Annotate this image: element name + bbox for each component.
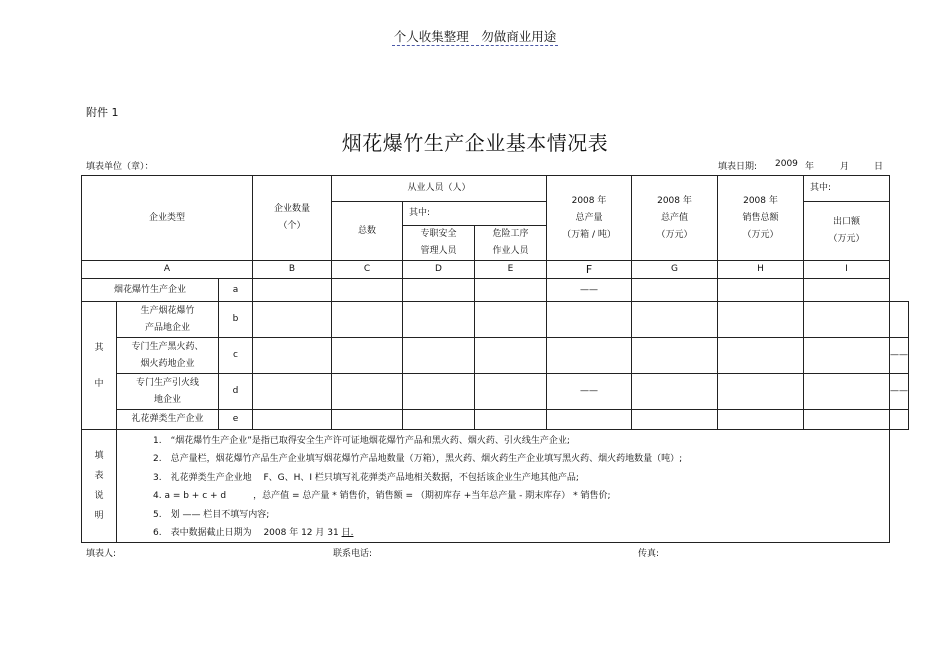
note-6 — [153, 524, 889, 542]
note-4: 4. a = b + c + d ，总产值 = 总产量 * 销售价，销售额 = （期初库存 +当年总产量 - 期末库存） * 销售价; — [153, 491, 611, 502]
cell — [403, 279, 475, 302]
note-5: 5. 划 —— 栏目不填写内容; — [153, 509, 270, 520]
header-output-line2: 总产量 — [575, 212, 603, 223]
row-d-i-dash: —— — [890, 374, 909, 410]
code-b: B — [253, 261, 332, 279]
cell — [403, 338, 475, 374]
code-e: E — [475, 261, 547, 279]
cell — [718, 338, 804, 374]
header-value-line3: （万元） — [656, 229, 693, 240]
cell — [475, 279, 547, 302]
row-e-label: 礼花弹类生产企业 — [117, 410, 219, 430]
header-sales — [718, 176, 804, 261]
cell — [804, 410, 890, 430]
cell — [718, 410, 804, 430]
code-a: A — [82, 261, 253, 279]
header-export-line1: 出口额 — [832, 217, 860, 227]
table-row — [82, 374, 909, 410]
group-label-line2: 中 — [94, 378, 104, 389]
cell — [253, 374, 332, 410]
footer-phone: 联系电话: — [333, 549, 373, 559]
header-count-line1: 企业数量 — [273, 204, 310, 214]
date-year-unit: 年 — [805, 162, 815, 172]
table-row — [82, 302, 909, 338]
header-sales-line2: 销售总额 — [742, 212, 779, 223]
notes-label-3: 说 — [94, 491, 104, 502]
note-1: 1. “烟花爆竹生产企业”是指已取得安全生产许可证地烟花爆竹产品和黑火药、烟火药、引火线生产企业; — [153, 436, 570, 446]
cell — [632, 410, 718, 430]
notes-label-2: 表 — [94, 471, 104, 482]
cell — [403, 410, 475, 430]
notes-label-1: 填 — [94, 451, 104, 462]
header-safety — [403, 226, 475, 261]
header-sales-line1: 2008 年 — [743, 195, 778, 206]
page-header — [0, 27, 950, 45]
code-g: G — [632, 261, 718, 279]
footer-fax: 传真: — [638, 549, 660, 559]
cell — [804, 338, 890, 374]
row-c-code: c — [219, 338, 253, 374]
date-month-unit: 月 — [840, 162, 850, 172]
cell — [253, 302, 332, 338]
cell — [890, 410, 909, 430]
header-safety-line2: 管理人员 — [420, 246, 457, 256]
row-d-label-line2: 地企业 — [153, 394, 181, 405]
cell — [332, 302, 403, 338]
header-count-line2: （个） — [278, 221, 306, 231]
note-6-suffix: 日. — [341, 527, 354, 538]
notes-row — [82, 430, 909, 543]
cell — [547, 410, 632, 430]
cell — [253, 279, 332, 302]
row-c-label-line1: 专门生产黑火药、 — [131, 341, 204, 352]
row-a-label: 烟花爆竹生产企业 — [82, 279, 219, 302]
cell — [804, 374, 890, 410]
row-c-label — [117, 338, 219, 374]
notes-content — [117, 430, 890, 543]
row-b-label-line1: 生产烟花爆竹 — [140, 305, 195, 316]
header-hazard-line1: 危险工序 — [492, 229, 529, 239]
header-total: 总数 — [332, 202, 403, 261]
cell — [890, 302, 909, 338]
cell — [475, 410, 547, 430]
cell — [253, 410, 332, 430]
table-row — [82, 279, 909, 302]
header-output — [547, 176, 632, 261]
group-label-line1: 其 — [94, 342, 104, 353]
code-d: D — [403, 261, 475, 279]
cell — [332, 338, 403, 374]
cell — [475, 338, 547, 374]
footer-filler: 填表人: — [86, 549, 117, 559]
cell — [403, 302, 475, 338]
header-value — [632, 176, 718, 261]
header-output-line1: 2008 年 — [571, 195, 607, 206]
code-c: C — [332, 261, 403, 279]
cell — [804, 279, 890, 302]
form-title: 烟花爆竹生产企业基本情况表 — [341, 131, 609, 155]
page-header-text: 个人收集整理 勿做商业用途 — [393, 29, 557, 44]
header-export — [804, 202, 890, 261]
header-safety-line1: 专职安全 — [420, 229, 457, 239]
table-row — [82, 410, 909, 430]
row-a-f-dash: —— — [547, 279, 632, 302]
notes-label-4: 明 — [94, 511, 104, 522]
header-of-which: 其中: — [403, 202, 547, 226]
row-c-i-dash: —— — [890, 338, 909, 374]
date-day-unit: 日 — [874, 162, 884, 172]
header-staff: 从业人员（人） — [332, 176, 547, 202]
header-value-line1: 2008 年 — [657, 195, 692, 206]
row-b-label — [117, 302, 219, 338]
row-d-code: d — [219, 374, 253, 410]
row-c-label-line2: 烟火药地企业 — [140, 358, 195, 369]
cell — [332, 279, 403, 302]
cell — [332, 374, 403, 410]
cell — [632, 338, 718, 374]
header-output-line3: （万箱 / 吨） — [562, 229, 616, 240]
note-3: 3. 礼花弹类生产企业地 F、G、H、I 栏只填写礼花弹类产品地相关数据，不包括该企业生产地其他产品; — [153, 472, 579, 483]
code-f: F — [547, 261, 632, 279]
header-export-of-which: 其中: — [804, 176, 890, 202]
cell — [475, 302, 547, 338]
row-e-code: e — [219, 410, 253, 430]
date-year: 2009 — [775, 159, 798, 169]
header-enterprise-count — [253, 176, 332, 261]
cell — [403, 374, 475, 410]
date-label: 填表日期: — [718, 162, 758, 172]
unit-label: 填表单位（章）： — [86, 162, 154, 172]
row-d-label-line1: 专门生产引火线 — [135, 377, 199, 388]
attachment-label: 附件 1 — [86, 106, 119, 119]
cell — [547, 338, 632, 374]
notes-label — [82, 430, 117, 543]
row-a-code: a — [219, 279, 253, 302]
code-i: I — [804, 261, 890, 279]
cell — [718, 279, 804, 302]
code-h: H — [718, 261, 804, 279]
group-label-gap — [82, 358, 116, 374]
header-sales-line3: （万元） — [742, 229, 779, 240]
group-label — [82, 302, 117, 430]
cell — [547, 302, 632, 338]
header-hazard-line2: 作业人员 — [492, 246, 529, 256]
cell — [475, 374, 547, 410]
cell — [332, 410, 403, 430]
row-b-code: b — [219, 302, 253, 338]
header-enterprise-type: 企业类型 — [82, 176, 253, 261]
header-value-line2: 总产值 — [660, 212, 688, 223]
cell — [718, 302, 804, 338]
note-6-prefix: 6. 表中数据截止日期为 2008 年 12 月 31 — [153, 527, 339, 538]
cell — [804, 302, 890, 338]
row-d-f-dash: —— — [547, 374, 632, 410]
header-export-line2: （万元） — [828, 234, 865, 244]
cell — [718, 374, 804, 410]
cell — [253, 338, 332, 374]
cell — [632, 279, 718, 302]
note-2: 2. 总产量栏，烟花爆竹产品生产企业填写烟花爆竹产品地数量（万箱），黑火药、烟火药生产企业填写黑火药、烟火药地数量（吨）; — [153, 454, 683, 465]
table-row — [82, 338, 909, 374]
row-b-label-line2: 产品地企业 — [144, 322, 190, 333]
cell — [632, 302, 718, 338]
cell — [632, 374, 718, 410]
row-d-label — [117, 374, 219, 410]
header-hazard — [475, 226, 547, 261]
enterprise-table — [81, 175, 909, 543]
